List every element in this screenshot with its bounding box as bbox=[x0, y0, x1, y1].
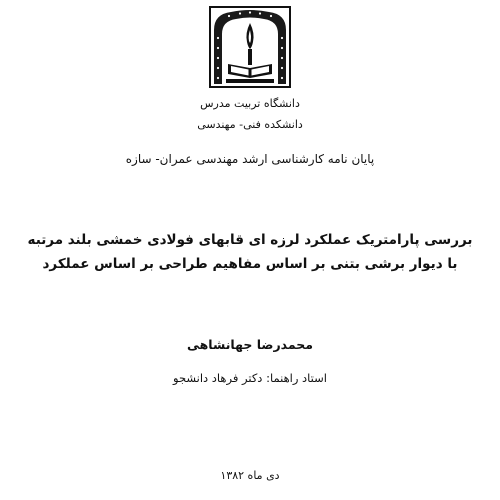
university-logo bbox=[209, 6, 291, 88]
faculty-name: دانشکده فنی- مهندسی bbox=[197, 118, 303, 131]
thesis-title-line-1: بررسی پارامتریک عملکرد لرزه ای قابهای فولادی خمشی بلند مرتبه bbox=[27, 232, 473, 248]
advisor-line: استاد راهنما: دکتر فرهاد دانشجو bbox=[173, 371, 327, 385]
thesis-type: پایان نامه کارشناسی ارشد مهندسی عمران- سازه bbox=[125, 152, 375, 166]
author-name: محمدرضا جهانشاهی bbox=[186, 337, 314, 352]
thesis-date: دی ماه ۱۳۸۲ bbox=[220, 469, 280, 482]
university-name: دانشگاه تربیت مدرس bbox=[200, 97, 300, 110]
university-emblem-icon bbox=[209, 6, 291, 88]
thesis-title-line-2: با دیوار برشی بتنی بر اساس مفاهیم طراحی بر اساس عملکرد bbox=[42, 256, 458, 272]
